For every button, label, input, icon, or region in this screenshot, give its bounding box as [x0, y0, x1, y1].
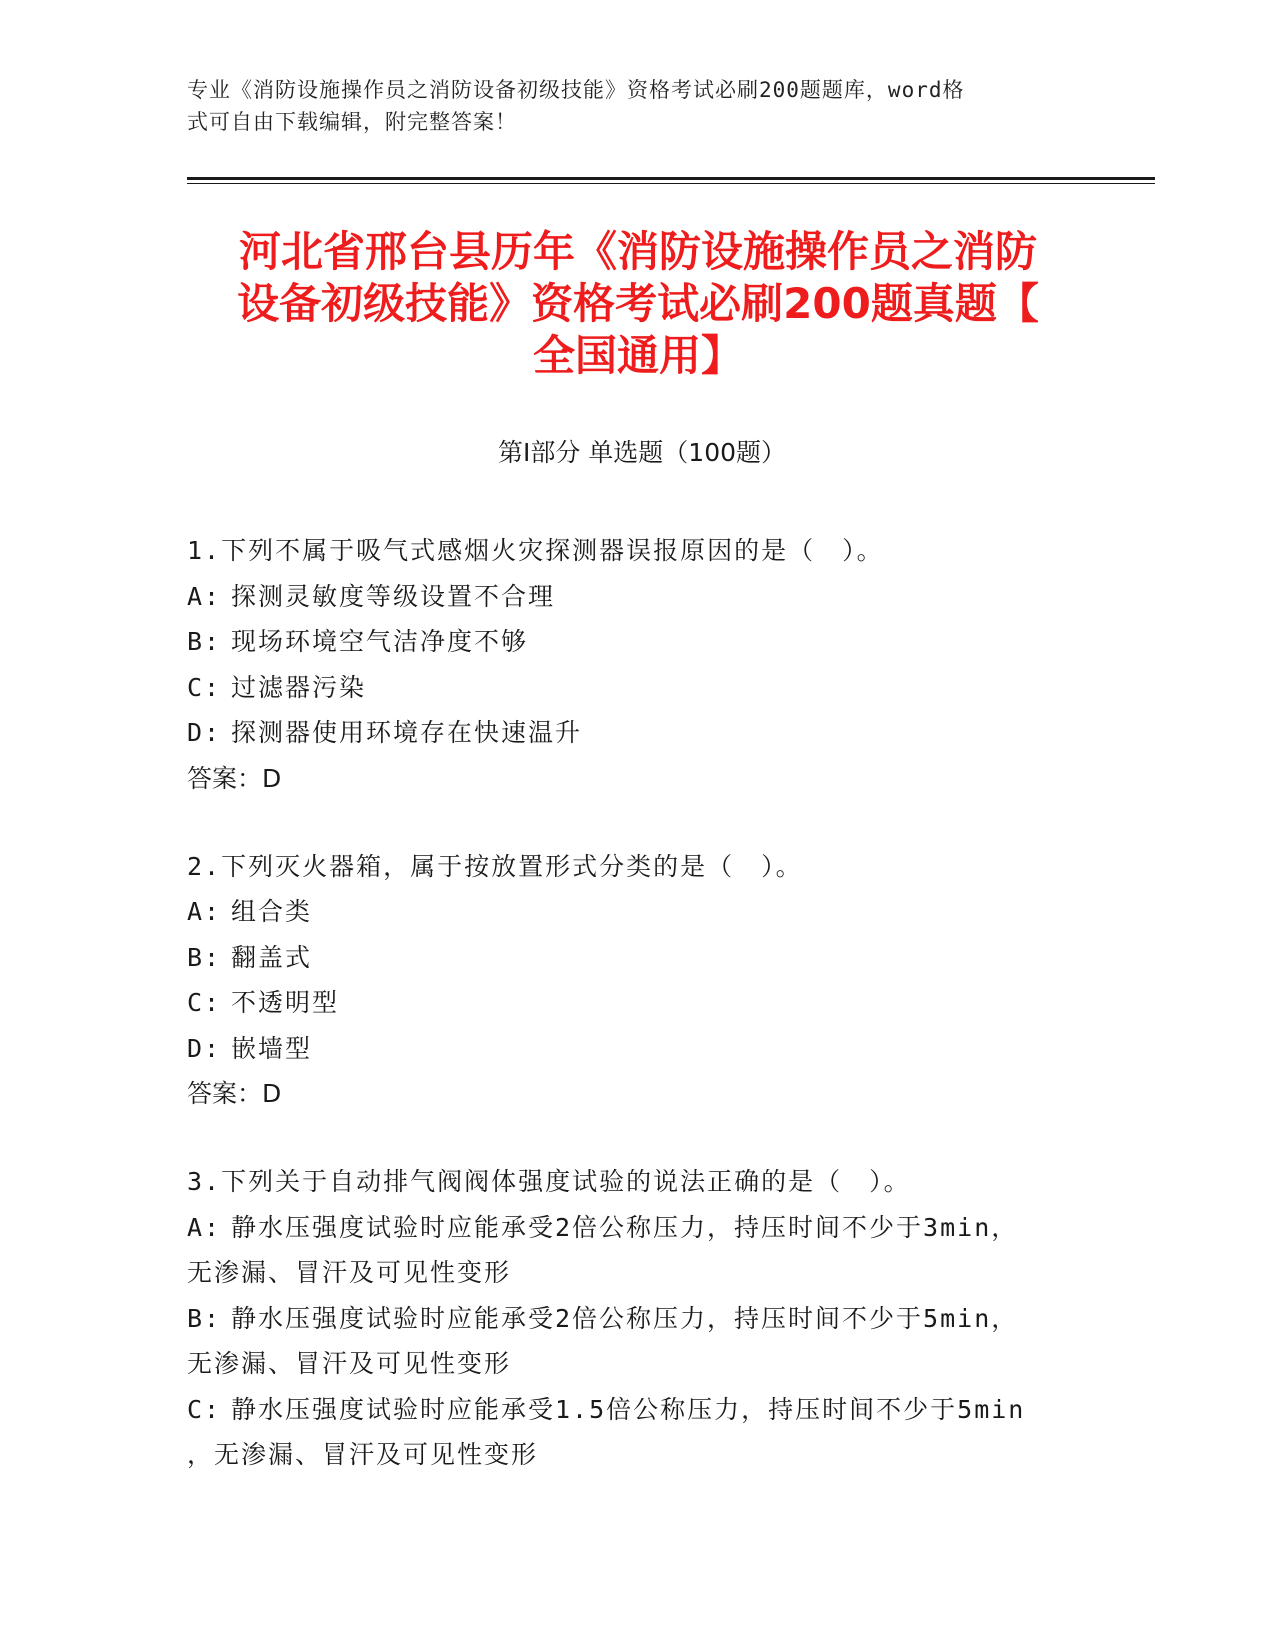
- section-title: 第Ⅰ部分 单选题（100题）: [497, 438, 787, 467]
- option-a: [187, 574, 1087, 620]
- option-key: D:: [187, 718, 222, 747]
- option-key: A:: [187, 1212, 222, 1242]
- option-b: [187, 935, 1087, 981]
- option-text: 探测灵敏度等级设置不合理: [231, 581, 556, 611]
- option-d: [187, 710, 1087, 756]
- option-text: 静水压强度试验时应能承受1.5倍公称压力，持压时间不少于5min: [231, 1394, 1026, 1424]
- option-a: [187, 1205, 1087, 1251]
- question-stem: 3.下列关于自动排气阀阀体强度试验的说法正确的是（ ）。: [187, 1167, 911, 1196]
- option-c-continued: ，无渗漏、冒汗及可见性变形: [187, 1440, 539, 1469]
- option-text: 静水压强度试验时应能承受2倍公称压力，持压时间不少于3min，: [231, 1212, 1019, 1242]
- option-text: 现场环境空气洁净度不够: [231, 627, 529, 656]
- option-key: A:: [187, 581, 222, 611]
- option-key: B:: [187, 627, 222, 656]
- option-text: 组合类: [231, 897, 313, 926]
- question-3: [187, 1159, 1087, 1478]
- header-divider-thin: [187, 183, 1155, 184]
- header-note: [187, 74, 1067, 138]
- document-title-line-1: 河北省邢台县历年《消防设施操作员之消防: [238, 227, 1037, 276]
- option-text: 静水压强度试验时应能承受2倍公称压力，持压时间不少于5min，: [231, 1303, 1019, 1333]
- option-a: [187, 889, 1087, 935]
- option-b: [187, 1296, 1087, 1342]
- option-c: [187, 665, 1087, 711]
- option-text: 过滤器污染: [231, 672, 367, 702]
- option-key: A:: [187, 897, 222, 926]
- header-note-line-1: 专业《消防设施操作员之消防设备初级技能》资格考试必刷200题题库，word格: [187, 78, 965, 102]
- option-key: C:: [187, 988, 222, 1017]
- option-key: C:: [187, 672, 222, 702]
- document-title: [180, 226, 1096, 382]
- document-title-line-2: 设备初级技能》资格考试必刷200题真题【: [237, 279, 1039, 328]
- question-2: [187, 844, 1087, 1117]
- document-title-line-3: 全国通用】: [532, 331, 743, 380]
- question-stem: 2.下列灭火器箱，属于按放置形式分类的是（ ）。: [187, 851, 803, 881]
- option-key: C:: [187, 1394, 222, 1424]
- answer: 答案：D: [187, 763, 282, 793]
- option-b: [187, 619, 1087, 665]
- option-key: B:: [187, 1303, 222, 1333]
- header-note-line-2: 式可自由下载编辑，附完整答案！: [187, 110, 517, 134]
- option-a-continued: 无渗漏、冒汗及可见性变形: [187, 1258, 512, 1287]
- option-text: 探测器使用环境存在快速温升: [231, 718, 583, 747]
- question-stem: 1.下列不属于吸气式感烟火灾探测器误报原因的是（ ）。: [187, 536, 884, 565]
- option-text: 翻盖式: [231, 942, 313, 972]
- option-c: [187, 1387, 1087, 1433]
- header-divider-thick: [187, 177, 1155, 180]
- question-list: [187, 528, 1087, 1521]
- option-text: 嵌墙型: [231, 1033, 313, 1063]
- option-text: 不透明型: [231, 988, 340, 1017]
- question-1: [187, 528, 1087, 801]
- option-b-continued: 无渗漏、冒汗及可见性变形: [187, 1349, 512, 1378]
- answer: 答案：D: [187, 1079, 282, 1108]
- option-d: [187, 1026, 1087, 1072]
- option-c: [187, 980, 1087, 1026]
- option-key: D:: [187, 1033, 222, 1063]
- option-key: B:: [187, 942, 222, 972]
